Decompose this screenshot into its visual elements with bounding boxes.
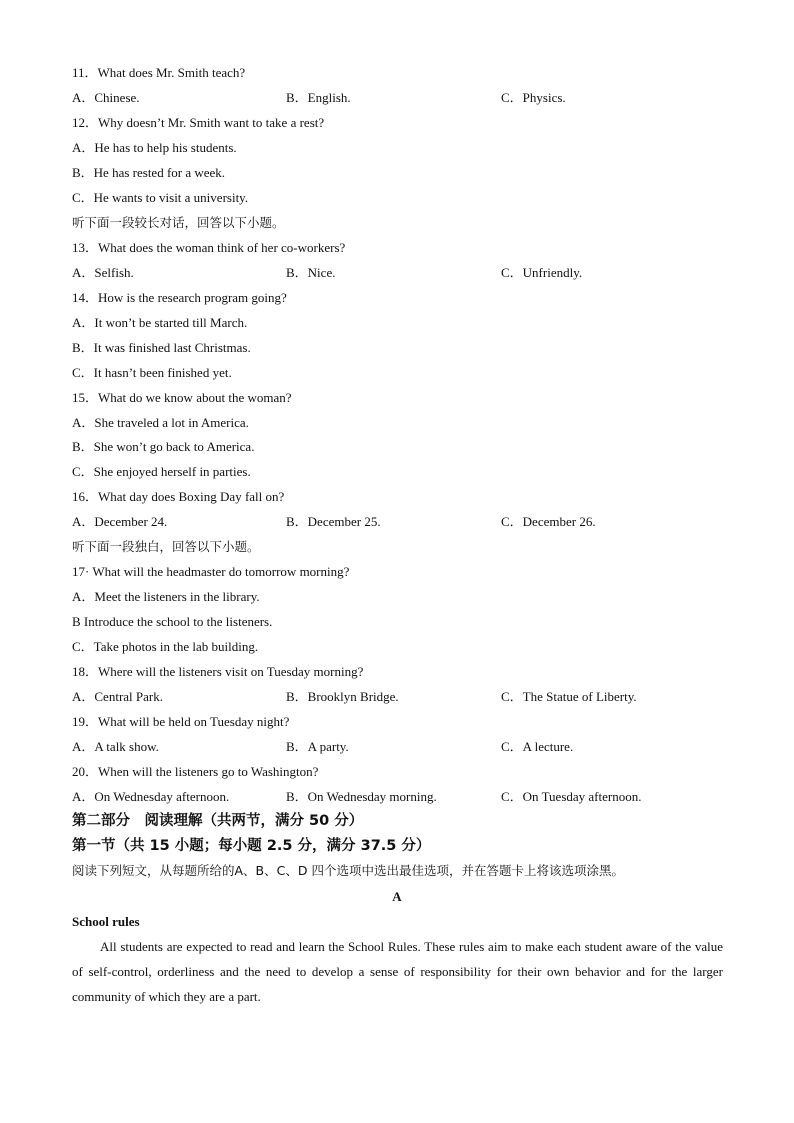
q14-option-b: B．It was finished last Christmas. <box>72 340 251 355</box>
q20-option-b: B．On Wednesday morning. <box>286 789 437 804</box>
q16-option-a: A．December 24. <box>72 514 168 529</box>
question-17: 17· What will the headmaster do tomorrow morning? <box>72 564 350 579</box>
question-12: 12．Why doesn’t Mr. Smith want to take a rest? <box>72 115 325 130</box>
q12-option-c: C．He wants to visit a university. <box>72 190 249 205</box>
passage-title: School rules <box>72 914 140 929</box>
q11-option-c: C．Physics. <box>501 90 566 105</box>
q16-option-b: B．December 25. <box>286 514 381 529</box>
question-15: 15．What do we know about the woman? <box>72 390 292 405</box>
q12-option-b: B．He has rested for a week. <box>72 165 226 180</box>
q17-option-b: B Introduce the school to the listeners. <box>72 614 273 629</box>
q15-option-b: B．She won’t go back to America. <box>72 439 255 454</box>
instruction-monologue: 听下面一段独白，回答以下小题。 <box>72 539 260 554</box>
q14-option-a: A．It won’t be started till March. <box>72 315 248 330</box>
q16-option-c: C．December 26. <box>501 514 596 529</box>
passage-label: A <box>392 889 402 904</box>
question-13: 13．What does the woman think of her co-workers? <box>72 240 346 255</box>
question-20: 20．When will the listeners go to Washington? <box>72 764 319 779</box>
q13-option-b: B．Nice. <box>286 265 336 280</box>
q18-option-a: A．Central Park. <box>72 689 163 704</box>
q14-option-c: C．It hasn’t been finished yet. <box>72 365 232 380</box>
section1-title: 第一节（共 15 小题；每小题 2.5 分，满分 37.5 分） <box>72 838 431 854</box>
q15-option-c: C．She enjoyed herself in parties. <box>72 464 251 479</box>
q11-option-b: B．English. <box>286 90 351 105</box>
q15-option-a: A．She traveled a lot in America. <box>72 415 249 430</box>
q13-option-c: C．Unfriendly. <box>501 265 583 280</box>
q19-option-a: A．A talk show. <box>72 739 159 754</box>
q20-option-c: C．On Tuesday afternoon. <box>501 789 642 804</box>
q18-option-b: B．Brooklyn Bridge. <box>286 689 399 704</box>
q18-option-c: C．The Statue of Liberty. <box>501 689 637 704</box>
passage-paragraph: All students are expected to read and learn the School Rules. These rules aim to make each student aware of the value of self-control, orderliness and the need to develop a sense of responsibility for their own behavior and for the larger community of which they are a part. <box>72 939 723 1004</box>
question-18: 18．Where will the listeners visit on Tuesday morning? <box>72 664 364 679</box>
question-19: 19．What will be held on Tuesday night? <box>72 714 290 729</box>
q19-option-c: C．A lecture. <box>501 739 574 754</box>
q12-option-a: A．He has to help his students. <box>72 140 237 155</box>
q20-option-a: A．On Wednesday afternoon. <box>72 789 230 804</box>
instruction-long-dialog: 听下面一段较长对话，回答以下小题。 <box>72 215 285 230</box>
q13-option-a: A．Selfish. <box>72 265 134 280</box>
part2-title: 第二部分 阅读理解（共两节，满分 50 分） <box>72 813 364 829</box>
q17-option-c: C．Take photos in the lab building. <box>72 639 259 654</box>
q17-option-a: A．Meet the listeners in the library. <box>72 589 260 604</box>
q19-option-b: B．A party. <box>286 739 349 754</box>
question-11: 11．What does Mr. Smith teach? <box>72 65 246 80</box>
reading-instruction: 阅读下列短文，从每题所给的A、B、C、D 四个选项中选出最佳选项，并在答题卡上将该选项涂黑。 <box>72 863 624 878</box>
question-16: 16．What day does Boxing Day fall on? <box>72 489 285 504</box>
question-14: 14．How is the research program going? <box>72 290 287 305</box>
q11-option-a: A．Chinese. <box>72 90 140 105</box>
